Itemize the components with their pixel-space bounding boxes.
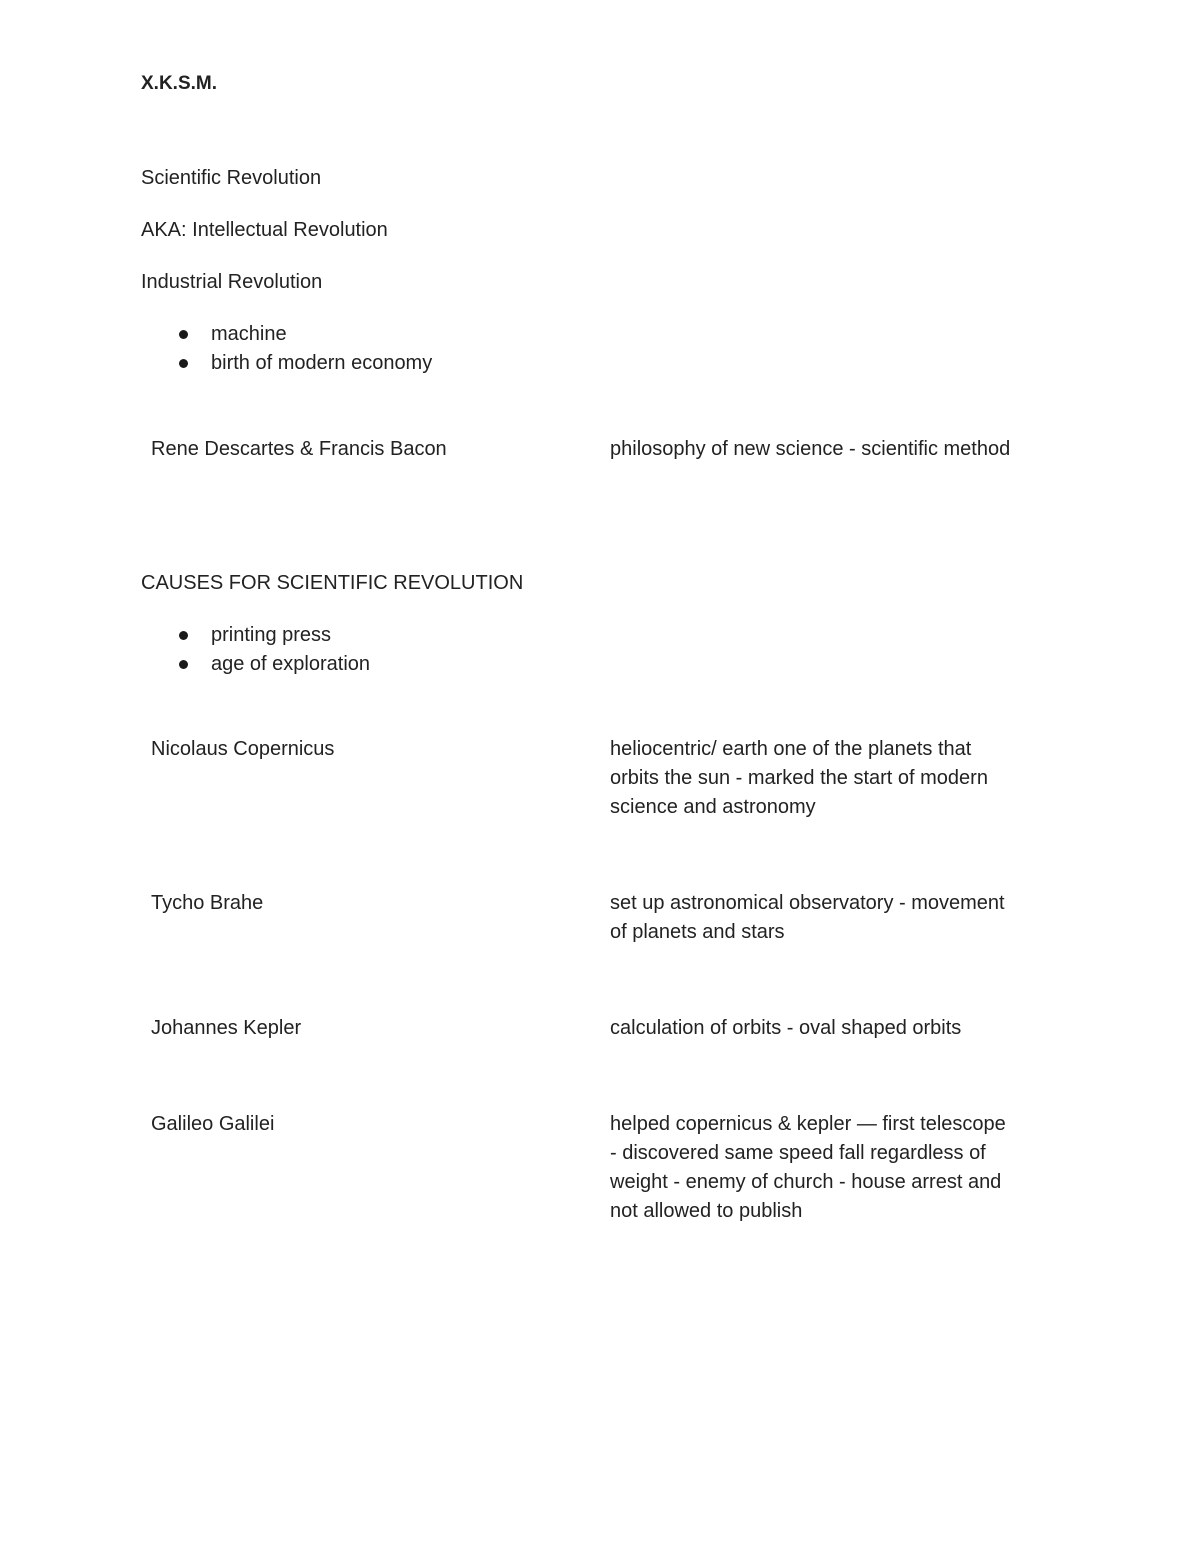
list-item: [141, 621, 370, 650]
description-line: - discovered same speed fall regardless of: [610, 1142, 986, 1164]
bullet-icon: [179, 359, 188, 368]
description-line: orbits the sun - marked the start of modern: [610, 767, 988, 789]
industrial-revolution-line: Industrial Revolution: [141, 271, 323, 293]
bullet-icon: [179, 631, 188, 640]
description-line: not allowed to publish: [610, 1200, 803, 1222]
description-line: heliocentric/ earth one of the planets that: [610, 738, 972, 760]
table-row-name: Johannes Kepler: [151, 1017, 302, 1039]
table-row-description: philosophy of new science - scientific method: [610, 438, 1011, 460]
list-item-text: birth of modern economy: [211, 352, 433, 374]
list-item-text: printing press: [211, 624, 332, 646]
list-item: [141, 320, 432, 349]
list-item: [141, 650, 370, 679]
table-row-name: Galileo Galilei: [151, 1113, 275, 1135]
table-row-name: Tycho Brahe: [151, 892, 264, 914]
causes-bullet-list: [141, 621, 370, 679]
table-row-description: [610, 889, 1050, 947]
list-item-text: machine: [211, 323, 287, 345]
bullet-icon: [179, 660, 188, 669]
table-row-name: Nicolaus Copernicus: [151, 738, 335, 760]
description-line: weight - enemy of church - house arrest and: [610, 1171, 1002, 1193]
topic-title: Scientific Revolution: [141, 167, 322, 189]
description-line: set up astronomical observatory - movement: [610, 892, 1005, 914]
description-line: helped copernicus & kepler — first telescope: [610, 1113, 1006, 1135]
list-item: [141, 349, 432, 378]
list-item-text: age of exploration: [211, 653, 371, 675]
industrial-bullet-list: [141, 320, 432, 378]
table-row-name: Rene Descartes & Francis Bacon: [151, 438, 447, 460]
description-line: science and astronomy: [610, 796, 816, 818]
description-line: of planets and stars: [610, 921, 785, 943]
aka-line: AKA: Intellectual Revolution: [141, 219, 388, 241]
bullet-icon: [179, 330, 188, 339]
causes-heading: CAUSES FOR SCIENTIFIC REVOLUTION: [141, 572, 524, 594]
table-row-description: [610, 1014, 1050, 1043]
table-row-description: [610, 735, 1050, 822]
table-row-description: [610, 1110, 1050, 1226]
description-line: calculation of orbits - oval shaped orbits: [610, 1017, 962, 1039]
document-initials: X.K.S.M.: [141, 73, 218, 94]
